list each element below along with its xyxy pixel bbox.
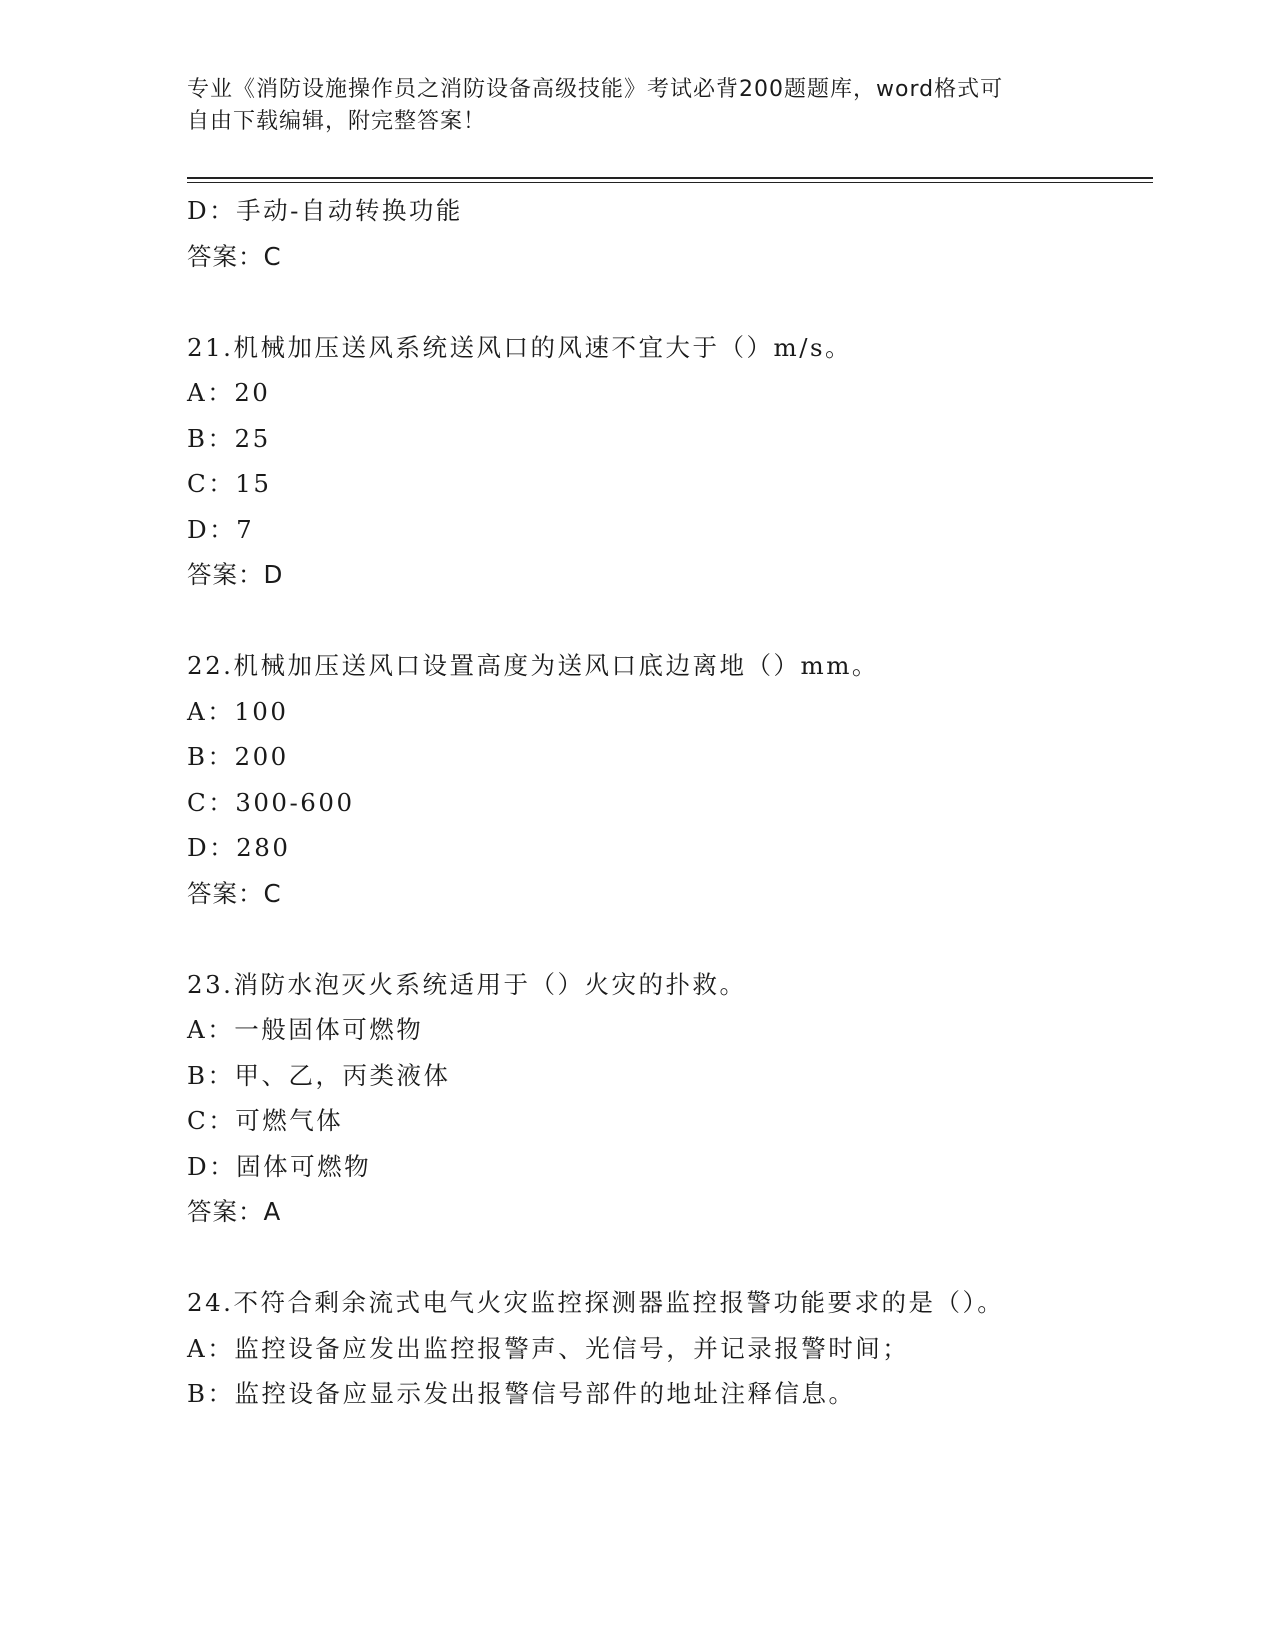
question-stem: 23.消防水泡灭火系统适用于（）火灾的扑救。 [187,969,747,999]
spacer [187,916,1147,962]
option-b: B：甲、乙，丙类液体 [187,1060,451,1090]
option-d: D：280 [187,833,291,862]
question-21 [187,325,1147,598]
header-divider-thin [187,182,1153,183]
option-b: B：25 [187,423,271,453]
question-23 [187,962,1147,1235]
option-d: D：7 [187,514,255,544]
prev-option-d: D：手动-自动转换功能 [187,196,463,225]
spacer [187,598,1147,644]
spacer [187,1235,1147,1281]
option-a: A：20 [187,378,271,407]
option-c: C：300-600 [187,787,355,817]
header-line-1: 专业《消防设施操作员之消防设备高级技能》考试必背200题题库，word格式可 [187,77,1004,102]
question-list [187,188,1147,1417]
spacer [187,279,1147,325]
header-line-2: 自由下载编辑，附完整答案！ [187,109,487,134]
answer: 答案：D [187,560,284,589]
option-c: C：可燃气体 [187,1106,344,1135]
option-d: D：固体可燃物 [187,1151,372,1181]
document-header [187,74,1087,138]
option-b: B：监控设备应显示发出报警信号部件的地址注释信息。 [187,1379,856,1408]
header-divider-thick [187,177,1153,179]
question-stem: 22.机械加压送风口设置高度为送风口底边离地（）mm。 [187,651,879,680]
question-24 [187,1280,1147,1417]
question-stem: 24.不符合剩余流式电气火灾监控探测器监控报警功能要求的是（）。 [187,1288,1005,1317]
question-22 [187,643,1147,916]
option-a: A：一般固体可燃物 [187,1015,424,1044]
option-a: A：100 [187,696,289,726]
option-b: B：200 [187,742,289,771]
question-stem: 21.机械加压送风系统送风口的风速不宜大于（）m/s。 [187,332,853,362]
answer: 答案：C [187,878,282,908]
option-a: A：监控设备应发出监控报警声、光信号，并记录报警时间； [187,1333,910,1363]
option-c: C：15 [187,469,272,498]
answer: 答案：A [187,1197,282,1226]
prev-answer: 答案：C [187,241,282,271]
